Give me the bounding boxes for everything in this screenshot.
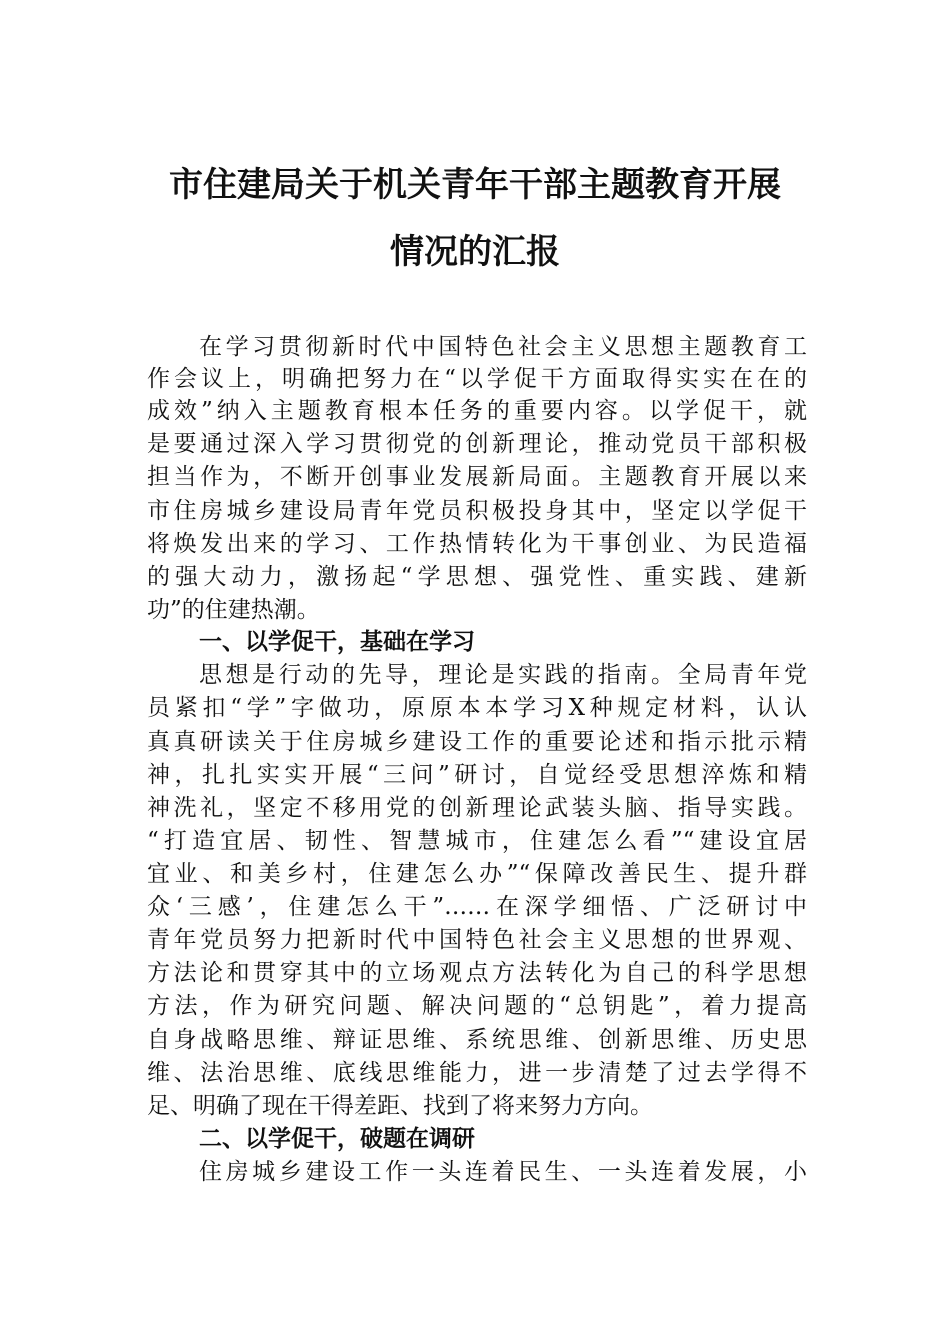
paragraph-1-line: 市住房城乡建设局青年党员积极投身其中，坚定以学促干 — [147, 498, 807, 524]
paragraph-2-line: 众‘三感’，住建怎么干”……在深学细悟、广泛研讨中 — [147, 894, 807, 920]
paragraph-2-line: 足、明确了现在干得差距、找到了将来努力方向。 — [147, 1093, 653, 1119]
paragraph-1-line: 将焕发出来的学习、工作热情转化为干事创业、为民造福 — [147, 531, 807, 557]
paragraph-2-line: 思想是行动的先导，理论是实践的指南。全局青年党 — [199, 662, 807, 688]
paragraph-2-line: 员紧扣“学”字做功，原原本本学习X种规定材料，认认 — [147, 695, 807, 721]
paragraph-2-line: 真真研读关于住房城乡建设工作的重要论述和指示批示精 — [147, 729, 807, 755]
paragraph-1-line: 功”的住建热潮。 — [147, 597, 320, 623]
document-title-line-2: 情况的汇报 — [390, 232, 560, 272]
document-title-line-1: 市住建局关于机关青年干部主题教育开展 — [169, 165, 781, 205]
paragraph-2-line: “打造宜居、韧性、智慧城市，住建怎么看”“建设宜居 — [147, 828, 807, 854]
paragraph-1-line: 担当作为，不断开创事业发展新局面。主题教育开展以来 — [147, 464, 807, 490]
paragraph-2-line: 神洗礼，坚定不移用党的创新理论武装头脑、指导实践。 — [147, 795, 807, 821]
paragraph-3-line: 住房城乡建设工作一头连着民生、一头连着发展，小 — [199, 1159, 807, 1185]
paragraph-2-line: 宜业、和美乡村，住建怎么办”“保障改善民生、提升群 — [147, 861, 807, 887]
paragraph-2-line: 方法，作为研究问题、解决问题的“总钥匙”，着力提高 — [147, 993, 807, 1019]
section-heading-1: 一、以学促干，基础在学习 — [199, 629, 475, 655]
paragraph-2-line: 维、法治思维、底线思维能力，进一步清楚了过去学得不 — [147, 1060, 807, 1086]
paragraph-1-line: 成效”纳入主题教育根本任务的重要内容。以学促干，就 — [147, 398, 807, 424]
paragraph-2-line: 神，扎扎实实开展“三问”研讨，自觉经受思想淬炼和精 — [147, 762, 807, 788]
paragraph-2-line: 青年党员努力把新时代中国特色社会主义思想的世界观、 — [147, 927, 807, 953]
paragraph-1-line: 在学习贯彻新时代中国特色社会主义思想主题教育工 — [199, 334, 807, 360]
section-heading-2: 二、以学促干，破题在调研 — [199, 1126, 475, 1152]
paragraph-1-line: 作会议上，明确把努力在“以学促干方面取得实实在在的 — [147, 366, 807, 392]
paragraph-2-line: 方法论和贯穿其中的立场观点方法转化为自己的科学思想 — [147, 960, 807, 986]
paragraph-2-line: 自身战略思维、辩证思维、系统思维、创新思维、历史思 — [147, 1027, 807, 1053]
paragraph-1-line: 是要通过深入学习贯彻党的创新理论，推动党员干部积极 — [147, 431, 807, 457]
paragraph-1-line: 的强大动力，激扬起“学思想、强党性、重实践、建新 — [147, 564, 807, 590]
